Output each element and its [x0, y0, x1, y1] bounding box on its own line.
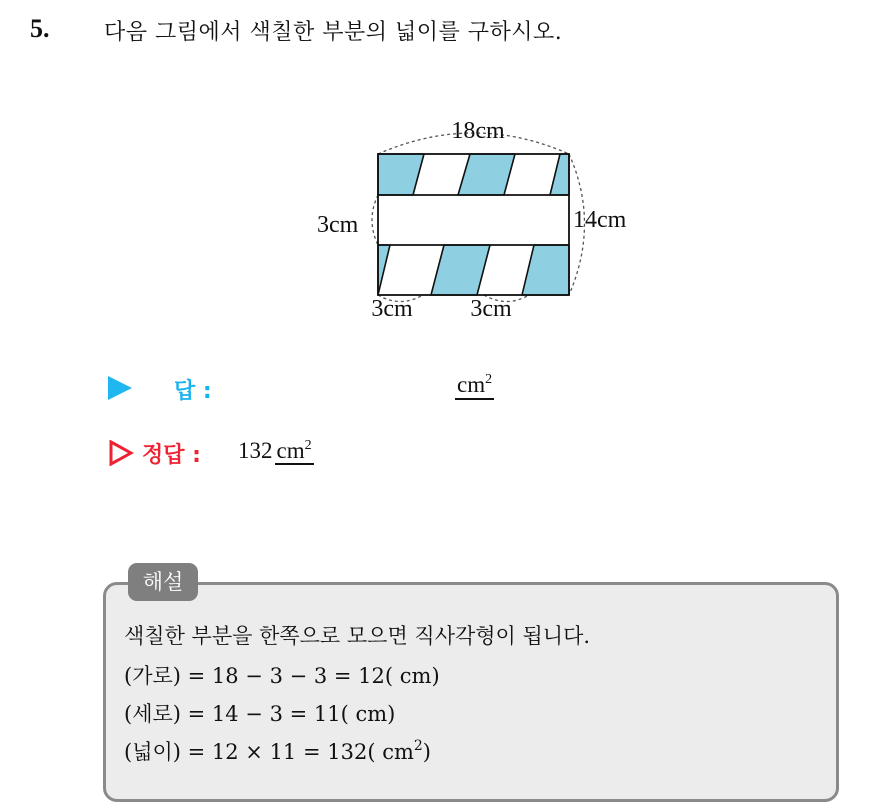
correct-value-unit [275, 438, 314, 465]
shaded-rectangle-figure [300, 108, 660, 333]
correct-answer-row [108, 436, 508, 472]
correct-answer-label: 정답 : [142, 443, 201, 468]
explanation-box [103, 582, 839, 802]
explanation-line-3: (세로) = 14 − 3 = 11( cm) [124, 702, 396, 726]
explanation-line-4-end: ) [422, 740, 431, 764]
explanation-tag: 해설 [128, 563, 198, 601]
shaded-region [431, 245, 490, 295]
label-bottom-middle-3cm: 3cm [470, 296, 512, 322]
explanation-line-4-exponent: 2 [413, 738, 423, 754]
label-top-18cm: 18cm [451, 118, 505, 144]
shaded-region [522, 245, 569, 295]
shaded-region [458, 154, 515, 195]
explanation-line-1: 색칠한 부분을 한쪽으로 모으면 직사각형이 됩니다. [124, 624, 591, 648]
correct-unit-text: cm [276, 438, 305, 463]
outline-triangle-icon [108, 440, 134, 466]
shaded-region [550, 154, 569, 195]
question-number: 5. [30, 14, 50, 43]
answer-row [108, 372, 568, 408]
correct-answer-value [238, 436, 314, 466]
answer-label: 답 : [174, 379, 212, 404]
shaded-region [378, 154, 424, 195]
explanation-line-4-main: (넓이) = 12 × 11 = 132( cm [124, 740, 414, 764]
answer-unit-text: cm [457, 372, 486, 397]
label-bottom-left-3cm: 3cm [371, 296, 413, 322]
question-text: 다음 그림에서 색칠한 부분의 넓이를 구하시오. [104, 20, 563, 45]
explanation-line-4 [124, 736, 431, 766]
correct-unit-exponent: 2 [304, 438, 312, 453]
shaded-region [378, 245, 390, 295]
correct-value-number: 132 [238, 438, 273, 463]
answer-unit-exponent: 2 [485, 372, 493, 387]
answer-blank-unit[interactable] [455, 372, 494, 400]
explanation-line-2: (가로) = 18 − 3 − 3 = 12( cm) [124, 664, 440, 688]
label-right-14cm: 14cm [573, 207, 627, 233]
filled-triangle-icon [108, 376, 132, 400]
label-left-3cm: 3cm [317, 212, 359, 238]
